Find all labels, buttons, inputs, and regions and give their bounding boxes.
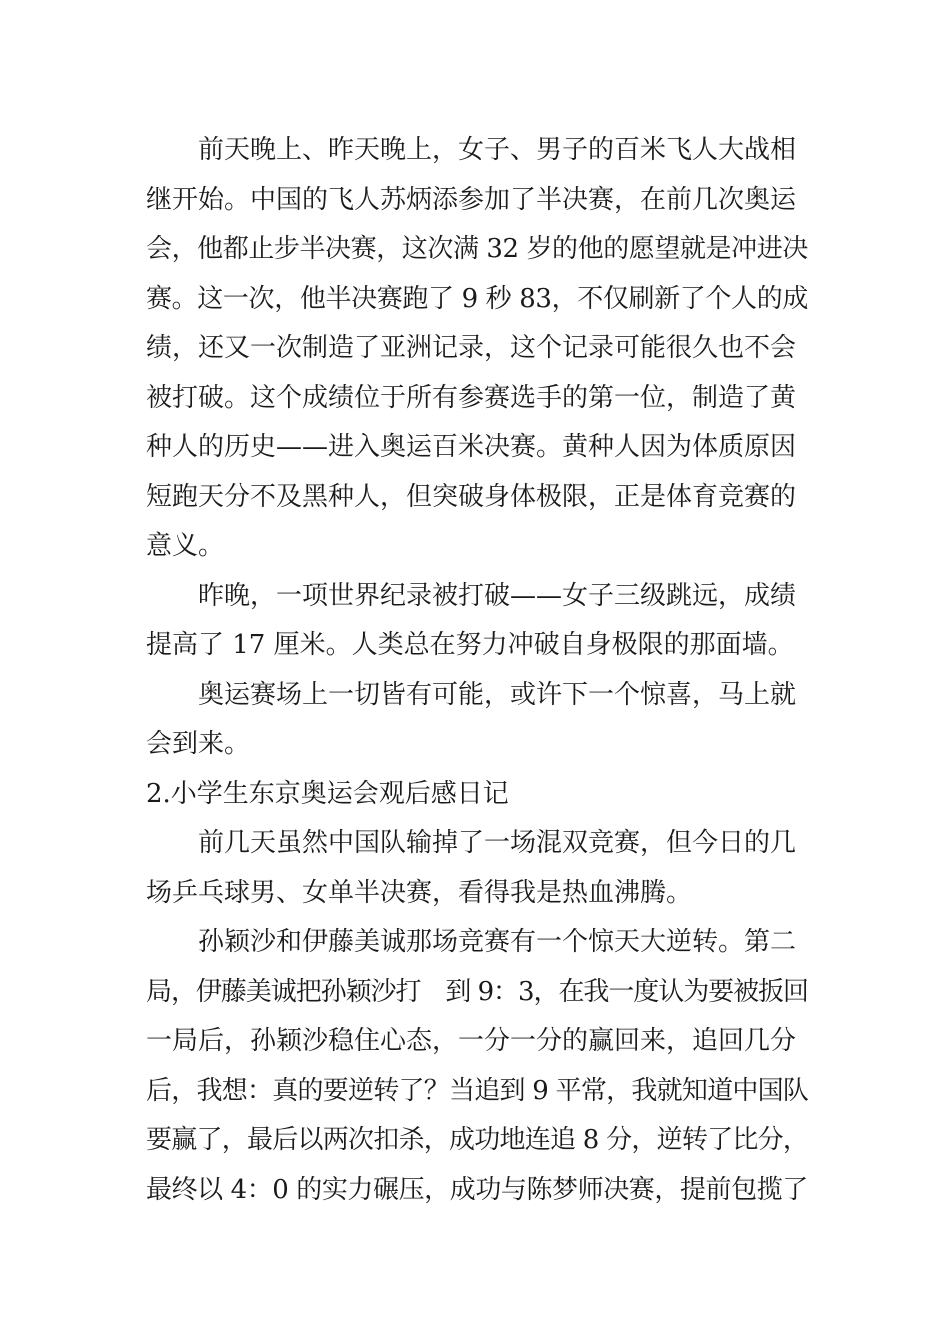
- paragraph-line: 提高了 17 厘米。人类总在努力冲破自身极限的那面墙。: [146, 630, 794, 660]
- paragraph-line: 赛。这一次，他半决赛跑了 9 秒 83，不仅刷新了个人的成: [146, 283, 808, 314]
- paragraph-line: 短跑天分不及黑种人，但突破身体极限，正是体育竞赛的: [146, 481, 797, 512]
- paragraph-line: 局，伊藤美诚把孙颖沙打 到 9：3，在我一度认为要被扳回: [146, 976, 808, 1007]
- paragraph-line: 会到来。: [146, 729, 251, 759]
- paragraph-line: 场乒乓球男、女单半决赛，看得我是热血沸腾。: [146, 877, 693, 908]
- paragraph-line: 绩，还又一次制造了亚洲记录，这个记录可能很久也不会: [146, 333, 797, 363]
- section-heading: 2.小学生东京奥运会观后感日记: [146, 778, 509, 809]
- paragraph-line: 一局后，孙颖沙稳住心态，一分一分的赢回来，追回几分: [146, 1026, 797, 1056]
- paragraph-line: 会，他都止步半决赛，这次满 32 岁的他的愿望就是冲进决: [146, 234, 808, 264]
- paragraph-line: 昨晚，一项世界纪录被打破——女子三级跳远，成绩: [198, 580, 797, 611]
- paragraph-line: 前天晚上、昨天晚上，女子、男子的百米飞人大战相: [198, 135, 797, 165]
- paragraph-line: 继开始。中国的飞人苏炳添参加了半决赛，在前几次奥运: [146, 184, 797, 215]
- article-body: [146, 126, 808, 1215]
- paragraph-line: 孙颖沙和伊藤美诚那场竞赛有一个惊天大逆转。第二: [198, 927, 797, 957]
- paragraph-line: 前几天虽然中国队输掉了一场混双竞赛，但今日的几: [198, 828, 797, 858]
- paragraph-line: 被打破。这个成绩位于所有参赛选手的第一位，制造了黄: [146, 382, 797, 413]
- paragraph-line: 意义。: [146, 531, 225, 561]
- paragraph-line: 要赢了，最后以两次扣杀，成功地连追 8 分，逆转了比分，: [146, 1125, 809, 1155]
- paragraph-line: 奥运赛场上一切皆有可能，或许下一个惊喜，马上就: [198, 679, 797, 710]
- paragraph-line: 最终以 4：0 的实力碾压，成功与陈梦师决赛，提前包揽了: [146, 1174, 808, 1205]
- paragraph-line: 种人的历史——进入奥运百米决赛。黄种人因为体质原因: [146, 432, 797, 462]
- paragraph-line: 后，我想：真的要逆转了？当追到 9 平常，我就知道中国队: [146, 1075, 809, 1106]
